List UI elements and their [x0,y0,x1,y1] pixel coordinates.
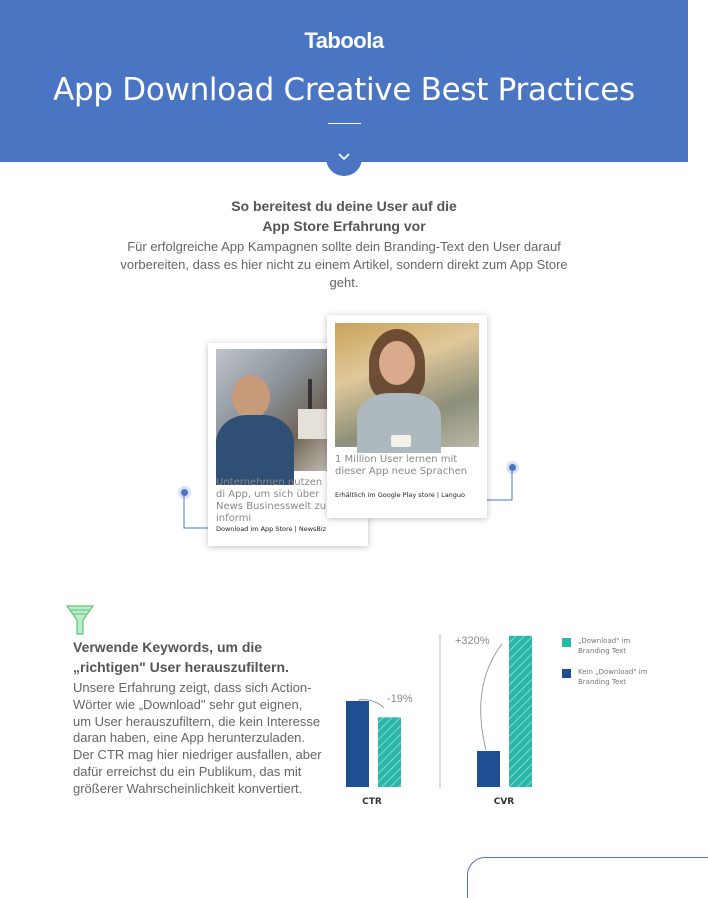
header-banner [0,0,688,162]
ctr-cvr-bar-chart [330,626,560,816]
funnel-icon [66,604,94,636]
footer-decoration [467,857,708,898]
legend-swatch-no-download [562,669,571,678]
annotation-cvr-arrow [481,644,502,750]
card2-text: 1 Million User lernen mit dieser App neue Sprachen [335,454,468,477]
intro-heading [0,196,688,236]
card1-pointer-dot [181,489,188,496]
title-divider [328,123,361,124]
card2-image [335,323,479,447]
card1-image [216,349,333,471]
annotation-ctr-change: -19% [387,693,413,705]
chevron-down-icon [337,152,351,162]
annotation-cvr-change: +320% [455,635,490,647]
card2-pointer-dot [509,464,516,471]
page-title: App Download Creative Best Practices [53,72,635,108]
keywords-heading-line1: Verwende Keywords, um die [73,639,263,655]
bar-cvr-no-download [477,751,500,787]
card1-text: Unternehmen nutzen di App, um sich über News Businesswelt zu informi [216,477,327,524]
intro-heading-line1: So bereitest du deine User auf die [231,198,457,214]
ad-card-languo[interactable] [327,315,487,518]
intro-paragraph: Für erfolgreiche App Kampagnen sollte dein Branding-Text den User darauf vorbereiten, dass es hier nicht zu einem Artikel, sondern direkt zum App Store geht. [120,239,568,290]
intro-heading-line2: App Store Erfahrung vor [262,218,426,234]
legend-label-no-download: Kein „Download" im Branding Text [578,668,648,686]
tick-label-ctr: CTR [362,797,382,807]
card1-source: Download im App Store | NewsBiz [216,525,327,533]
taboola-logo[interactable]: Taboola [304,28,384,53]
keywords-heading [73,637,323,677]
keywords-paragraph: Unsere Erfahrung zeigt, dass sich Action-Wörter wie „Download" sehr gut eignen, um User herauszufiltern, die kein Interesse daran haben, eine App herunterzuladen. Der CTR mag hier niedriger ausfallen, aber dafür erreichst du ein Publikum, das mit größerer Wahrscheinlichkeit konvertiert. [73,680,322,796]
scroll-down-button[interactable] [326,146,362,176]
bar-cvr-download [509,636,532,787]
keywords-heading-line2: „richtigen" User herauszufiltern. [73,659,289,675]
tick-label-cvr: CVR [493,797,515,807]
legend-label-download: „Download" im Branding Text [578,637,631,655]
bar-ctr-download [378,717,401,787]
legend-swatch-download [562,638,571,647]
card2-source: Erhältlich im Google Play store | Languo [335,491,466,499]
bar-ctr-no-download [346,701,369,787]
